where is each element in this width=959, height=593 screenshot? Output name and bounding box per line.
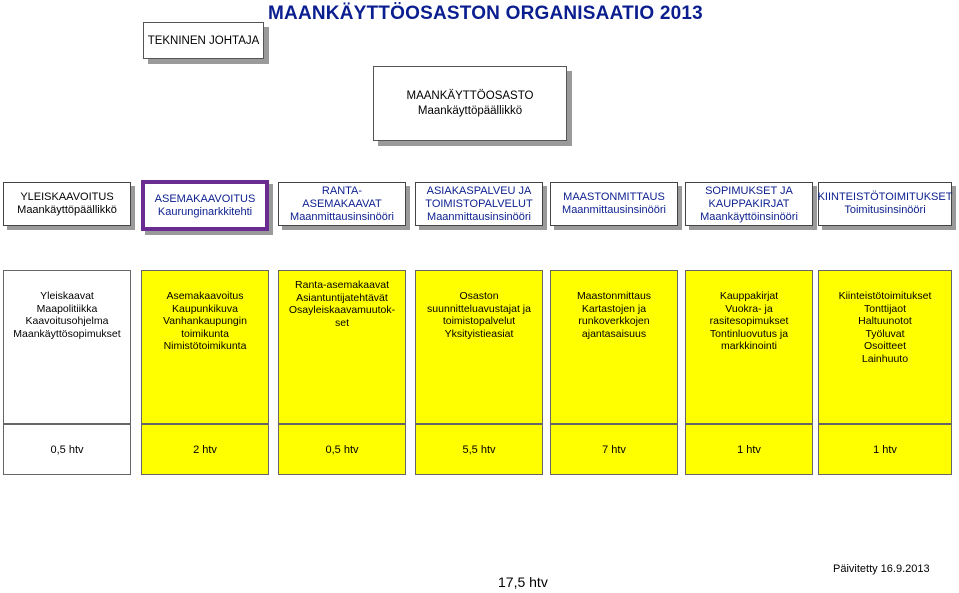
task-box-4 [415, 270, 543, 424]
task-box-1 [3, 270, 131, 424]
updated-date: Päivitetty 16.9.2013 [833, 563, 930, 575]
task-line: Työluvat [865, 327, 905, 340]
task-box-3 [278, 270, 406, 424]
task-line: Kiinteistötoimitukset [838, 290, 932, 302]
page-title: MAANKÄYTTÖOSASTON ORGANISAATIO 2013 [268, 3, 703, 24]
unit-box-5[interactable] [550, 182, 678, 226]
unit-line: ASIAKASPALVEU JA [426, 184, 532, 197]
task-line: Asemakaavoitus [166, 290, 244, 302]
task-line: Kaupunkikuva [172, 302, 238, 315]
department-head: Maankäyttöpäällikkö [417, 104, 523, 117]
unit-line: YLEISKAAVOITUS [20, 191, 114, 203]
department-name: MAANKÄYTTÖOSASTO [406, 89, 534, 102]
staffing-box-2: 2 htv [141, 424, 269, 475]
task-line: Ranta-asemakaavat [295, 279, 389, 291]
task-line: rasitesopimukset [709, 315, 789, 327]
unit-line: Toimitusinsinööri [844, 204, 926, 216]
staffing-box-3: 0,5 htv [278, 424, 406, 475]
technical-director-box[interactable] [143, 22, 264, 59]
task-line: Kartastojen ja [581, 302, 647, 315]
unit-line: Kaurunginarkkitehti [157, 205, 253, 218]
task-line: Vanhankaupungin [163, 315, 247, 327]
task-line: Tontinluovutus ja [709, 327, 789, 340]
unit-line: Maankäyttöpäällikkö [17, 204, 117, 216]
task-line: Vuokra- ja [725, 302, 773, 315]
unit-line: ASEMAKAAVAT [302, 197, 382, 210]
unit-box-3[interactable] [278, 182, 406, 226]
task-line: Lainhuuto [861, 352, 909, 365]
task-line: toimikunta [181, 327, 229, 340]
task-line: Maapolitiikka [36, 302, 98, 315]
task-line: Haltuunotot [858, 315, 912, 327]
unit-line: MAASTONMITTAUS [563, 191, 665, 203]
staffing-box-6: 1 htv [685, 424, 813, 475]
unit-line: Maanmittausinsinööri [290, 210, 394, 223]
task-line: toimistopalvelut [442, 315, 516, 327]
unit-line: Maanmittausinsinööri [427, 210, 531, 223]
staffing-box-1: 0,5 htv [3, 424, 131, 475]
unit-box-1[interactable] [3, 182, 131, 226]
unit-box-7[interactable] [818, 182, 952, 226]
task-line: Osayleiskaavamuutok- [288, 304, 396, 316]
staffing-box-4: 5,5 htv [415, 424, 543, 475]
department-box[interactable] [373, 66, 567, 141]
staffing-box-7: 1 htv [818, 424, 952, 475]
task-line: suunnitteluavustajat ja [427, 302, 531, 315]
unit-line: KAUPPAKIRJAT [708, 197, 790, 210]
task-line: Tonttijaot [863, 302, 907, 315]
task-line: Kaavoitusohjelma [25, 315, 109, 327]
task-line: Yksityistieasiat [444, 327, 514, 340]
unit-box-4[interactable] [415, 182, 543, 226]
task-line: Nimistötoimikunta [163, 340, 247, 352]
unit-line: ASEMAKAAVOITUS [154, 192, 256, 205]
unit-line: SOPIMUKSET JA [705, 184, 793, 197]
unit-box-2[interactable] [141, 180, 269, 231]
task-line: Asiantuntijatehtävät [296, 291, 388, 304]
task-line: set [334, 316, 349, 329]
technical-director-label: TEKNINEN JOHTAJA [147, 34, 260, 47]
task-box-2 [141, 270, 269, 424]
task-line: markkinointi [720, 340, 778, 352]
task-line: ajantasaisuus [581, 327, 647, 340]
staffing-box-5: 7 htv [550, 424, 678, 475]
unit-line: RANTA- [321, 184, 363, 197]
task-line: Osoitteet [863, 340, 907, 352]
total-staffing: 17,5 htv [498, 574, 548, 590]
task-line: Maankäyttösopimukset [13, 327, 121, 340]
unit-line: TOIMISTOPALVELUT [425, 197, 533, 210]
unit-box-6[interactable] [685, 182, 813, 226]
unit-line: Maanmittausinsinööri [562, 204, 666, 216]
task-line: runkoverkkojen [578, 315, 650, 327]
task-line: Kauppakirjat [719, 290, 779, 302]
task-line: Osaston [459, 290, 499, 302]
task-line: Maastonmittaus [576, 290, 652, 302]
task-box-5 [550, 270, 678, 424]
unit-line: KIINTEISTÖTOIMITUKSET [817, 191, 953, 203]
task-line: Yleiskaavat [40, 290, 94, 302]
task-box-6 [685, 270, 813, 424]
task-box-7 [818, 270, 952, 424]
unit-line: Maankäyttöinsinööri [700, 210, 798, 223]
